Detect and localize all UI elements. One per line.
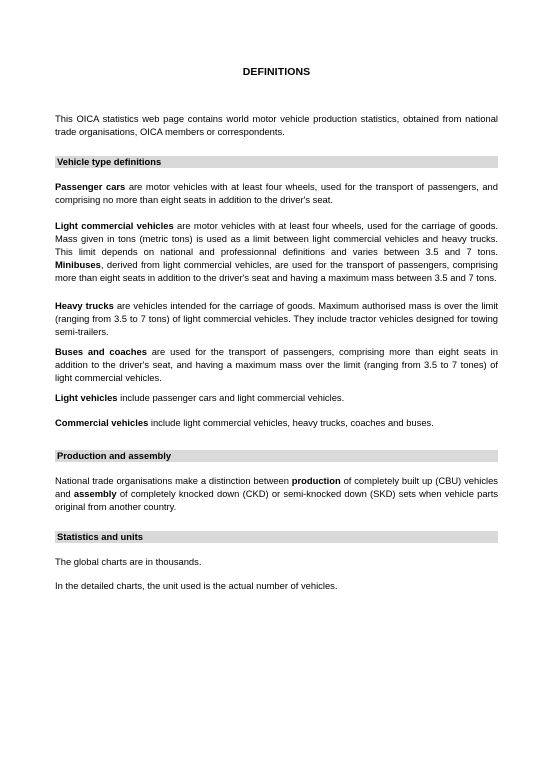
term-commercial-vehicles: Commercial vehicles	[55, 417, 149, 428]
term-light-vehicles: Light vehicles	[55, 392, 118, 403]
term-buses-and-coaches: Buses and coaches	[55, 346, 147, 357]
term-assembly: assembly	[73, 488, 117, 499]
paragraph-heavy-trucks: Heavy trucks are vehicles intended for the carriage of goods. Maximum authorised mass is over the limit (ranging from 3.5 to 7 tons) of light commercial vehicles. They include tractor vehicles designed for towing semi-trailers.	[55, 300, 499, 337]
term-heavy-trucks: Heavy trucks	[55, 300, 114, 311]
paragraph-passenger-cars: Passenger cars are motor vehicles with at least four wheels, used for the transport of passengers, and comprising no more than eight seats in addition to the driver's seat.	[55, 181, 498, 205]
section-heading-statistics: Statistics and units	[55, 531, 498, 543]
term-light-commercial-vehicles: Light commercial vehicles	[55, 220, 174, 231]
paragraph-commercial-vehicles: Commercial vehicles include light commercial vehicles, heavy trucks, coaches and buses.	[55, 417, 434, 428]
paragraph-global-charts: The global charts are in thousands.	[55, 556, 202, 567]
term-minibuses: Minibuses	[55, 259, 101, 270]
paragraph-light-commercial: Light commercial vehicles are motor vehicles with at least four wheels, used for the carriage of goods. Mass given in tons (metric tons) is used as a limit between light commercial vehicles and heavy trucks. This limit depends on national and professionnal definitions and varies between 3.5 and 7 tons. Minibuses, derived from light commercial vehicles, are used for the transport of passengers, comprising more than eight seats in addition to the driver's seat and having a maximum mass between 3.5 and 7 tons.	[55, 220, 499, 283]
page-title: DEFINITIONS	[242, 66, 311, 78]
paragraph-light-vehicles: Light vehicles include passenger cars and light commercial vehicles.	[55, 392, 345, 403]
term-passenger-cars: Passenger cars	[55, 181, 126, 192]
section-heading-production: Production and assembly	[55, 450, 498, 462]
intro-paragraph: This OICA statistics web page contains world motor vehicle production statistics, obtained from national trade organisations, OICA members or correspondents.	[55, 113, 498, 137]
paragraph-buses-coaches: Buses and coaches are used for the transport of passengers, comprising more than eight seats in addition to the driver's seat, and having a maximum mass over the limit (ranging from 3.5 to 7 tones) of light commercial vehicles.	[55, 346, 498, 383]
paragraph-production-assembly: National trade organisations make a distinction between production of completely built up (CBU) vehicles and assembly of completely knocked down (CKD) or semi-knocked down (SKD) sets when vehicle parts original from another country.	[55, 475, 499, 512]
section-heading-vehicle-types: Vehicle type definitions	[55, 156, 498, 168]
term-production: production	[291, 475, 341, 486]
paragraph-detailed-charts: In the detailed charts, the unit used is the actual number of vehicles.	[55, 580, 338, 591]
